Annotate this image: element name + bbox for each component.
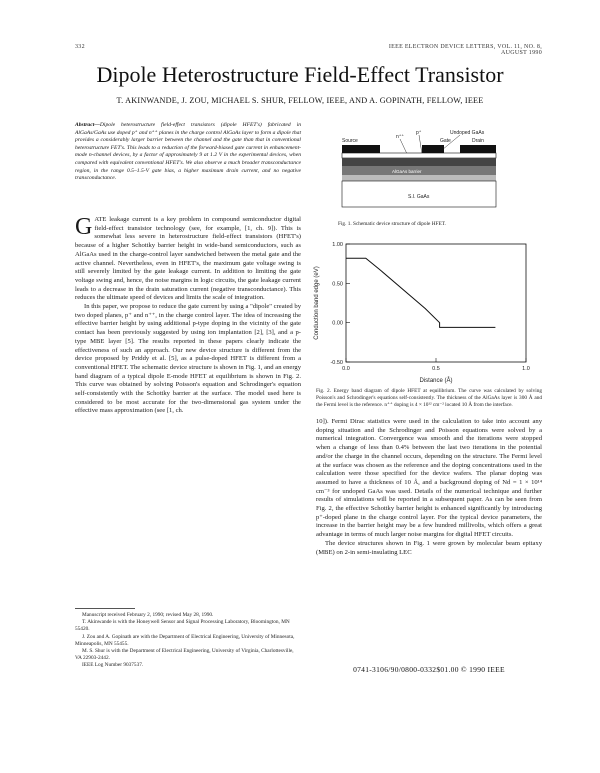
fig2-band-diagram-chart (306, 236, 546, 386)
body-left-column (75, 216, 301, 601)
author-list: T. AKINWANDE, J. ZOU, MICHAEL S. SHUR, FELLOW, IEEE, AND A. GOPINATH, FELLOW, IEEE (116, 96, 484, 105)
footnote-line: T. Akinwande is with the Honeywell Sensor and Signal Processing Laboratory, Bloomington, MN 55420. (75, 619, 290, 633)
paper-title: Dipole Heterostructure Field-Effect Transistor (96, 62, 504, 87)
body-right-column (316, 418, 542, 656)
fig2-caption: Fig. 2. Energy band diagram of dipole HFET at equilibrium. The curve was calculated by solving Poisson's and Schrodinger's equations self-consistently. The thickness of the AlGaAs layer is 300 Å and the Fermi level is the reference. n⁺⁺ doping is 4 × 10¹² cm⁻² located 10 Å from the interface. (316, 388, 542, 408)
fig1-label-substrate: S.I. GaAs (408, 194, 430, 200)
fig2-x-tick-label: 0.0 (342, 366, 350, 372)
fig1-label-source: Source (342, 138, 358, 144)
fig2-x-tick-label: 1.0 (522, 366, 530, 372)
fig2-y-tick-label: 1.00 (332, 242, 343, 248)
fig2-y-tick-label: -0.50 (330, 360, 343, 366)
footnote (75, 612, 301, 670)
fig1-channel-layer (342, 175, 496, 181)
paragraph-fabrication: The device structures shown in Fig. 1 were grown by molecular beam epitaxy (MBE) on 2-in semi-insulating LEC (316, 539, 542, 556)
fig1-label-barrier: AlGaAs barrier (392, 169, 422, 174)
copyright-line: 0741-3106/90/0800-0332$01.00 © 1990 IEEE (353, 665, 505, 674)
fig1-label-gate: Gate (440, 138, 451, 144)
page-number: 332 (75, 44, 85, 50)
fig1-label-undoped: Undoped GaAs (450, 130, 485, 136)
fig1-source-contact (342, 145, 380, 153)
fig2-x-tick-label: 0.5 (432, 366, 440, 372)
fig2-x-axis-label: Distance (Å) (419, 378, 453, 384)
footnote-line: J. Zou and A. Gopinath are with the Department of Electrical Engineering, University of Minnesota, Minneapolis, MN 55455. (75, 633, 295, 647)
paragraph-simulation: 10]). Fermi Dirac statistics were used in the calculation to take into account any doping situation and the Schrodinger and Poisson equations were solved by a numerical integration. Convergence was smooth and the iterations were stopped when a change of less than 0.4% between the last two iterations in the potential and/or the charge in the channel occurs, depending on the structure. The Fermi level at the surface was chosen as the reference and the doping concentrations used in the calculation were those specified for the device wafers. The planar doping was assumed to have a thickness of 10 Å, and a background doping of Nd = 1 × 10¹⁴ cm⁻³ for undoped GaAs was used. Details of the numerical technique and further results of simulations will be reported in a subsequent paper. As can be seen from Fig. 2, the effective Schottky barrier height is enhanced significantly by introducing p⁺-doped plane in the charge control layer. For the typical device parameters, the increase in the barrier height may be a few hundred millivolts, which offers a great advantage in terms of much larger noise margins for digital HFET circuits. (316, 418, 542, 539)
fig1-label-p-plus: p⁺ (416, 130, 422, 136)
abstract (75, 122, 301, 183)
fig1-drain-contact (460, 145, 496, 153)
footnote-rule (75, 608, 135, 609)
journal-header: IEEE ELECTRON DEVICE LETTERS, VOL. 11, NO. 8, AUGUST 1990 (388, 44, 542, 56)
fig1-dipole-layer (342, 158, 496, 166)
fig2-series-ec (346, 258, 495, 327)
footnote-line: IEEE Log Number 9037537. (82, 662, 144, 669)
fig2-plot-frame (346, 244, 526, 362)
abstract-text: Dipole heterostructure field-effect transistors (dipole HFET's) fabricated in AlGaAs/GaAs use doped p⁺ and n⁺⁺ planes in the charge control AlGaAs layer to form a dipole that provides a considerably larger barrier between the channel and the gate than that in conventional heterostructure FET's. This leads to a reduction of the forward-biased gate current in enhancement-mode n-channel devices, by a factor of approximately 9 at 1.2 V in the experimental devices, when compared with equivalent conventional HFET's. We also observe a much broader transconductance region, in the range 0.5–1.5-V gate bias, a higher maximum drain current, and no negative transconductance. (75, 122, 301, 182)
footnote-line: M. S. Shur is with the Department of Electrical Engineering, University of Virginia, Charlottesville, VA 22903-2442. (75, 648, 294, 662)
fig1-caption: Fig. 1. Schematic device structure of dipole HFET. (338, 221, 446, 227)
paragraph-intro: GATE leakage current is a key problem in compound semiconductor digital field-effect transistor technology (see, for example, [1, ch. 9]). This is somewhat less severe in heterostructure field-effect transistors (HFET's) because of a higher Schottky barrier height in wide-band semiconductors, such as AlGaAs used in the charge-control layer sandwiched between the metal gate and the active channel. Nevertheless, even in HFET's, the maximum gate voltage swing is still severely limited by the gate leakage current. In addition to limiting the gate voltage swing and, hence, the noise margins in logic circuits, the gate leakage current leads to a decrease in the drain saturation current (negative transconductance). This reduces the ultimate speed of devices and limits the scale of integration. (75, 216, 301, 302)
fig2-y-tick-label: 0.50 (332, 281, 343, 288)
fig1-cap-layer (342, 153, 496, 158)
fig1-device-schematic (332, 128, 532, 216)
fig2-y-axis-label: Conduction band edge (eV) (314, 266, 320, 340)
fig2-y-tick-label: 0.00 (332, 320, 343, 327)
fig1-label-n-plus: n⁺⁺ (396, 134, 405, 140)
footnote-line: Manuscript received February 2, 1990; revised May 28, 1990. (82, 612, 214, 618)
fig1-label-drain: Drain (472, 138, 484, 144)
abstract-label: Abstract— (75, 122, 100, 128)
fig1-gate-contact (422, 145, 444, 153)
drop-cap: G (75, 216, 93, 240)
paragraph-proposal: In this paper, we propose to reduce the gate current by using a "dipole" created by two doped planes, p⁺ and n⁺⁺, in the charge control layer. The idea of increasing the effective barrier height by using additional p-type doping in the vicinity of the gate contact has been previously suggested by using ion implantation [2], [3], and a p-type MBE layer [5]. The results reported in these papers clearly indicate the effectiveness of such an approach. Our new device structure is different from the device proposed by Priddy et al. [5], as a pulse-doped HFET is different from a conventional HFET. The schematic device structure is shown in Fig. 1, and an energy band diagram of a typical dipole E-mode HFET at equilibrium is shown in Fig. 2. This curve was obtained by solving Poisson's equation and Schrodinger's equation self-consistently with the Schottky barrier at the surface. The model used here is considered to be most accurate for the two-dimensional gas system under the effective mass approximation (see [1, ch. (75, 303, 301, 415)
